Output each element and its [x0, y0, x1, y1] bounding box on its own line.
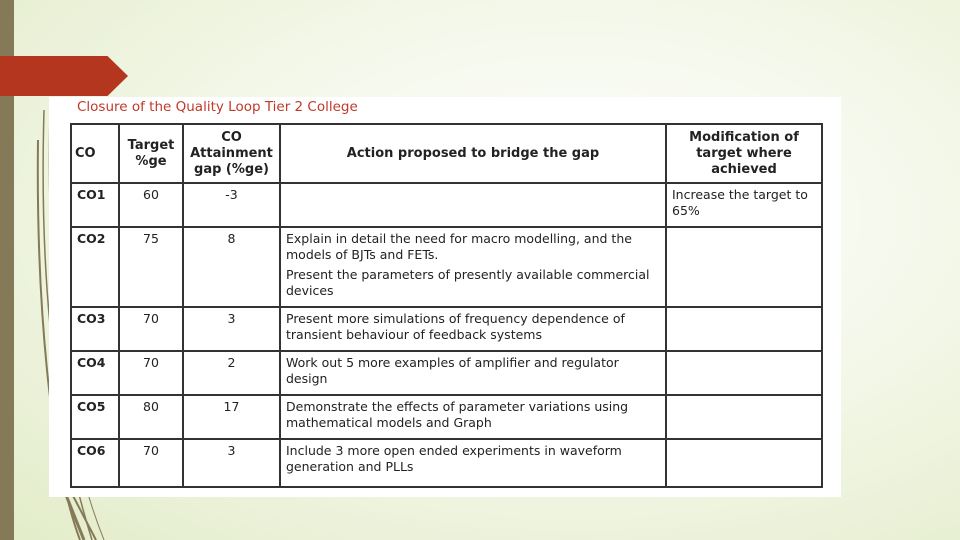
header-target: Target %ge	[119, 124, 183, 183]
cell-co: CO1	[71, 183, 119, 227]
cell-action: Present more simulations of frequency dependence of transient behaviour of feedback systems	[280, 307, 666, 351]
slide-image-card	[49, 97, 841, 497]
cell-co: CO3	[71, 307, 119, 351]
cell-modification	[666, 227, 822, 307]
table-row	[71, 439, 822, 487]
cell-action	[280, 227, 666, 307]
cell-action: Demonstrate the effects of parameter variations using mathematical models and Graph	[280, 395, 666, 439]
header-co: CO	[71, 124, 119, 183]
cell-action: Include 3 more open ended experiments in waveform generation and PLLs	[280, 439, 666, 487]
red-arrow-tab	[0, 56, 128, 96]
action-text-secondary: Present the parameters of presently available commercial devices	[286, 267, 650, 298]
cell-gap: 8	[183, 227, 280, 307]
cell-target: 70	[119, 351, 183, 395]
table-header-row	[71, 124, 822, 183]
cell-target: 70	[119, 439, 183, 487]
table-row	[71, 227, 822, 307]
cell-target: 60	[119, 183, 183, 227]
cell-co: CO2	[71, 227, 119, 307]
cell-modification	[666, 307, 822, 351]
slide-caption: Closure of the Quality Loop Tier 2 College	[77, 99, 358, 115]
cell-co: CO5	[71, 395, 119, 439]
cell-target: 75	[119, 227, 183, 307]
header-modification: Modification of target where achieved	[666, 124, 822, 183]
cell-gap: 17	[183, 395, 280, 439]
table-row	[71, 395, 822, 439]
cell-modification	[666, 351, 822, 395]
cell-co: CO4	[71, 351, 119, 395]
cell-action: Work out 5 more examples of amplifier and regulator design	[280, 351, 666, 395]
cell-gap: 3	[183, 439, 280, 487]
cell-co: CO6	[71, 439, 119, 487]
header-action: Action proposed to bridge the gap	[280, 124, 666, 183]
table-row	[71, 183, 822, 227]
table-row	[71, 351, 822, 395]
table-row	[71, 307, 822, 351]
cell-modification: Increase the target to 65%	[666, 183, 822, 227]
action-text: Explain in detail the need for macro modelling, and the models of BJTs and FETs.	[286, 231, 632, 262]
cell-target: 80	[119, 395, 183, 439]
cell-modification	[666, 439, 822, 487]
cell-action	[280, 183, 666, 227]
cell-gap: -3	[183, 183, 280, 227]
header-gap: CO Attainment gap (%ge)	[183, 124, 280, 183]
co-gap-table	[70, 123, 823, 488]
cell-modification	[666, 395, 822, 439]
cell-gap: 3	[183, 307, 280, 351]
cell-target: 70	[119, 307, 183, 351]
cell-gap: 2	[183, 351, 280, 395]
